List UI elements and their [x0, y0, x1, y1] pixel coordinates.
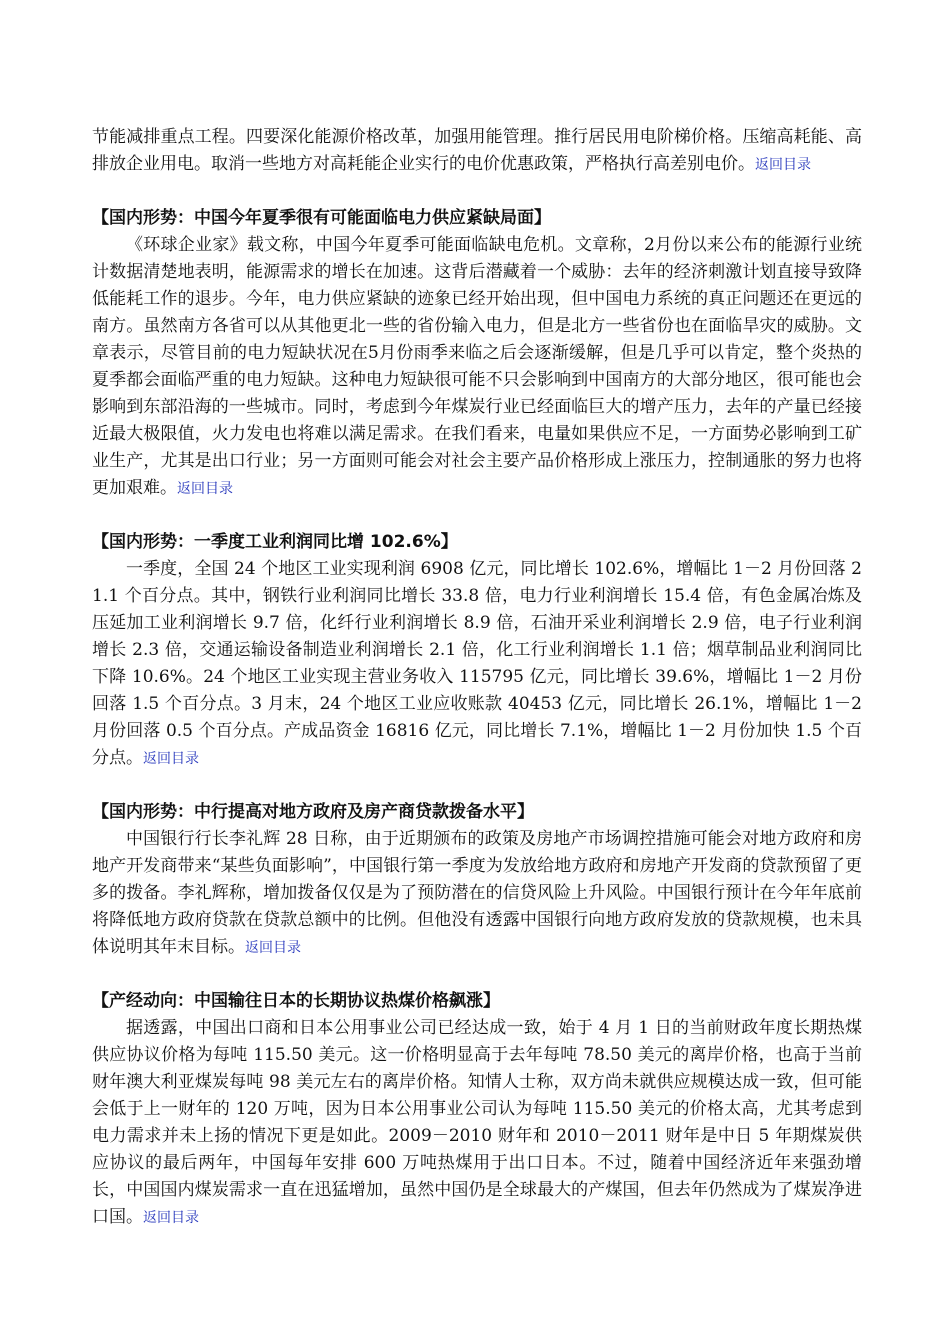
- intro-paragraph: [92, 124, 862, 179]
- article-body: [92, 556, 862, 773]
- article-text: 一季度，全国 24 个地区工业实现利润 6908 亿元，同比增长 102.6%，增幅比 1－2 月份回落 21.1 个百分点。其中，钢铁行业利润同比增长 33.8 倍，电力行业利润增长 15.4 倍，有色金属冶炼及压延加工业利润增长 9.7 倍，化纤行业利润增长 8.9 倍，石油开采业利润增长 2.9 倍，电子行业利润增长 2.3 倍，交通运输设备制造业利润增长 2.1 倍，化工行业利润增长 1.1 倍；烟草制品业利润同比下降 10.6%。24 个地区工业实现主营业务收入 115795 亿元，同比增长 39.6%，增幅比 1－2 月份回落 1.5 个百分点。3 月末，24 个地区工业应收账款 40453 亿元，同比增长 26.1%，增幅比 1－2 月份回落 0.5 个百分点。产成品资金 16816 亿元，同比增长 7.1%，增幅比 1－2 月份加快 1.5 个百分点。: [92, 559, 862, 768]
- back-to-toc-link[interactable]: 返回目录: [143, 751, 199, 767]
- intro-section: [92, 124, 862, 179]
- back-to-toc-link[interactable]: 返回目录: [755, 157, 811, 173]
- document-page: [92, 124, 862, 1232]
- article-body: [92, 232, 862, 503]
- article-heading: 【国内形势：中国今年夏季很有可能面临电力供应紧缺局面】: [92, 208, 551, 228]
- article-body: [92, 826, 862, 962]
- article-text: 据透露，中国出口商和日本公用事业公司已经达成一致，始于 4 月 1 日的当前财政年度长期热煤供应协议价格为每吨 115.50 美元。这一价格明显高于去年每吨 78.50 美元的离岸价格，也高于当前财年澳大利亚煤炭每吨 98 美元左右的离岸价格。知情人士称，双方尚未就供应规模达成一致，但可能会低于上一财年的 120 万吨，因为日本公用事业公司认为每吨 115.50 美元的价格太高，尤其考虑到电力需求并未上扬的情况下更是如此。2009－2010 财年和 2010－2011 财年是中日 5 年期煤炭供应协议的最后两年，中国每年安排 600 万吨热煤用于出口日本。不过，随着中国经济近年来强劲增长，中国国内煤炭需求一直在迅猛增加，虽然中国仍是全球最大的产煤国，但去年仍然成为了煤炭净进口国。: [92, 1018, 862, 1227]
- back-to-toc-link[interactable]: 返回目录: [245, 940, 301, 956]
- article-heading: 【国内形势：一季度工业利润同比增 102.6%】: [92, 532, 458, 552]
- back-to-toc-link[interactable]: 返回目录: [177, 481, 233, 497]
- article-text: 中国银行行长李礼辉 28 日称，由于近期颁布的政策及房地产市场调控措施可能会对地方政府和房地产开发商带来“某些负面影响”，中国银行第一季度为发放给地方政府和房地产开发商的贷款预留了更多的拨备。李礼辉称，增加拨备仅仅是为了预防潜在的信贷风险上升风险。中国银行预计在今年年底前将降低地方政府贷款在贷款总额中的比例。但他没有透露中国银行向地方政府发放的贷款规模，也未具体说明其年末目标。: [92, 829, 862, 957]
- article-heading: 【国内形势：中行提高对地方政府及房产商贷款拨备水平】: [92, 802, 534, 822]
- article-industrial-profit: [92, 529, 862, 773]
- article-body: [92, 1015, 862, 1232]
- back-to-toc-link[interactable]: 返回目录: [143, 1210, 199, 1226]
- intro-text: 节能减排重点工程。四要深化能源价格改革，加强用能管理。推行居民用电阶梯价格。压缩高耗能、高排放企业用电。取消一些地方对高耗能企业实行的电价优惠政策，严格执行高差别电价。: [92, 127, 862, 174]
- article-text: 《环球企业家》载文称，中国今年夏季可能面临缺电危机。文章称，2月份以来公布的能源行业统计数据清楚地表明，能源需求的增长在加速。这背后潜藏着一个威胁：去年的经济刺激计划直接导致降低能耗工作的退步。今年，电力供应紧缺的迹象已经开始出现，但中国电力系统的真正问题还在更远的南方。虽然南方各省可以从其他更北一些的省份输入电力，但是北方一些省份也在面临旱灾的威胁。文章表示，尽管目前的电力短缺状况在5月份雨季来临之后会逐渐缓解，但是几乎可以肯定，整个炎热的夏季都会面临严重的电力短缺。这种电力短缺很可能不只会影响到中国南方的大部分地区，很可能也会影响到东部沿海的一些城市。同时，考虑到今年煤炭行业已经面临巨大的增产压力，去年的产量已经接近最大极限值，火力发电也将难以满足需求。在我们看来，电量如果供应不足，一方面势必影响到工矿业生产，尤其是出口行业；另一方面则可能会对社会主要产品价格形成上涨压力，控制通胀的努力也将更加艰难。: [92, 235, 862, 498]
- article-thermal-coal: [92, 988, 862, 1232]
- article-heading: 【产经动向：中国输往日本的长期协议热煤价格飙涨】: [92, 991, 500, 1011]
- article-boc-provision: [92, 799, 862, 962]
- article-power-shortage: [92, 205, 862, 503]
